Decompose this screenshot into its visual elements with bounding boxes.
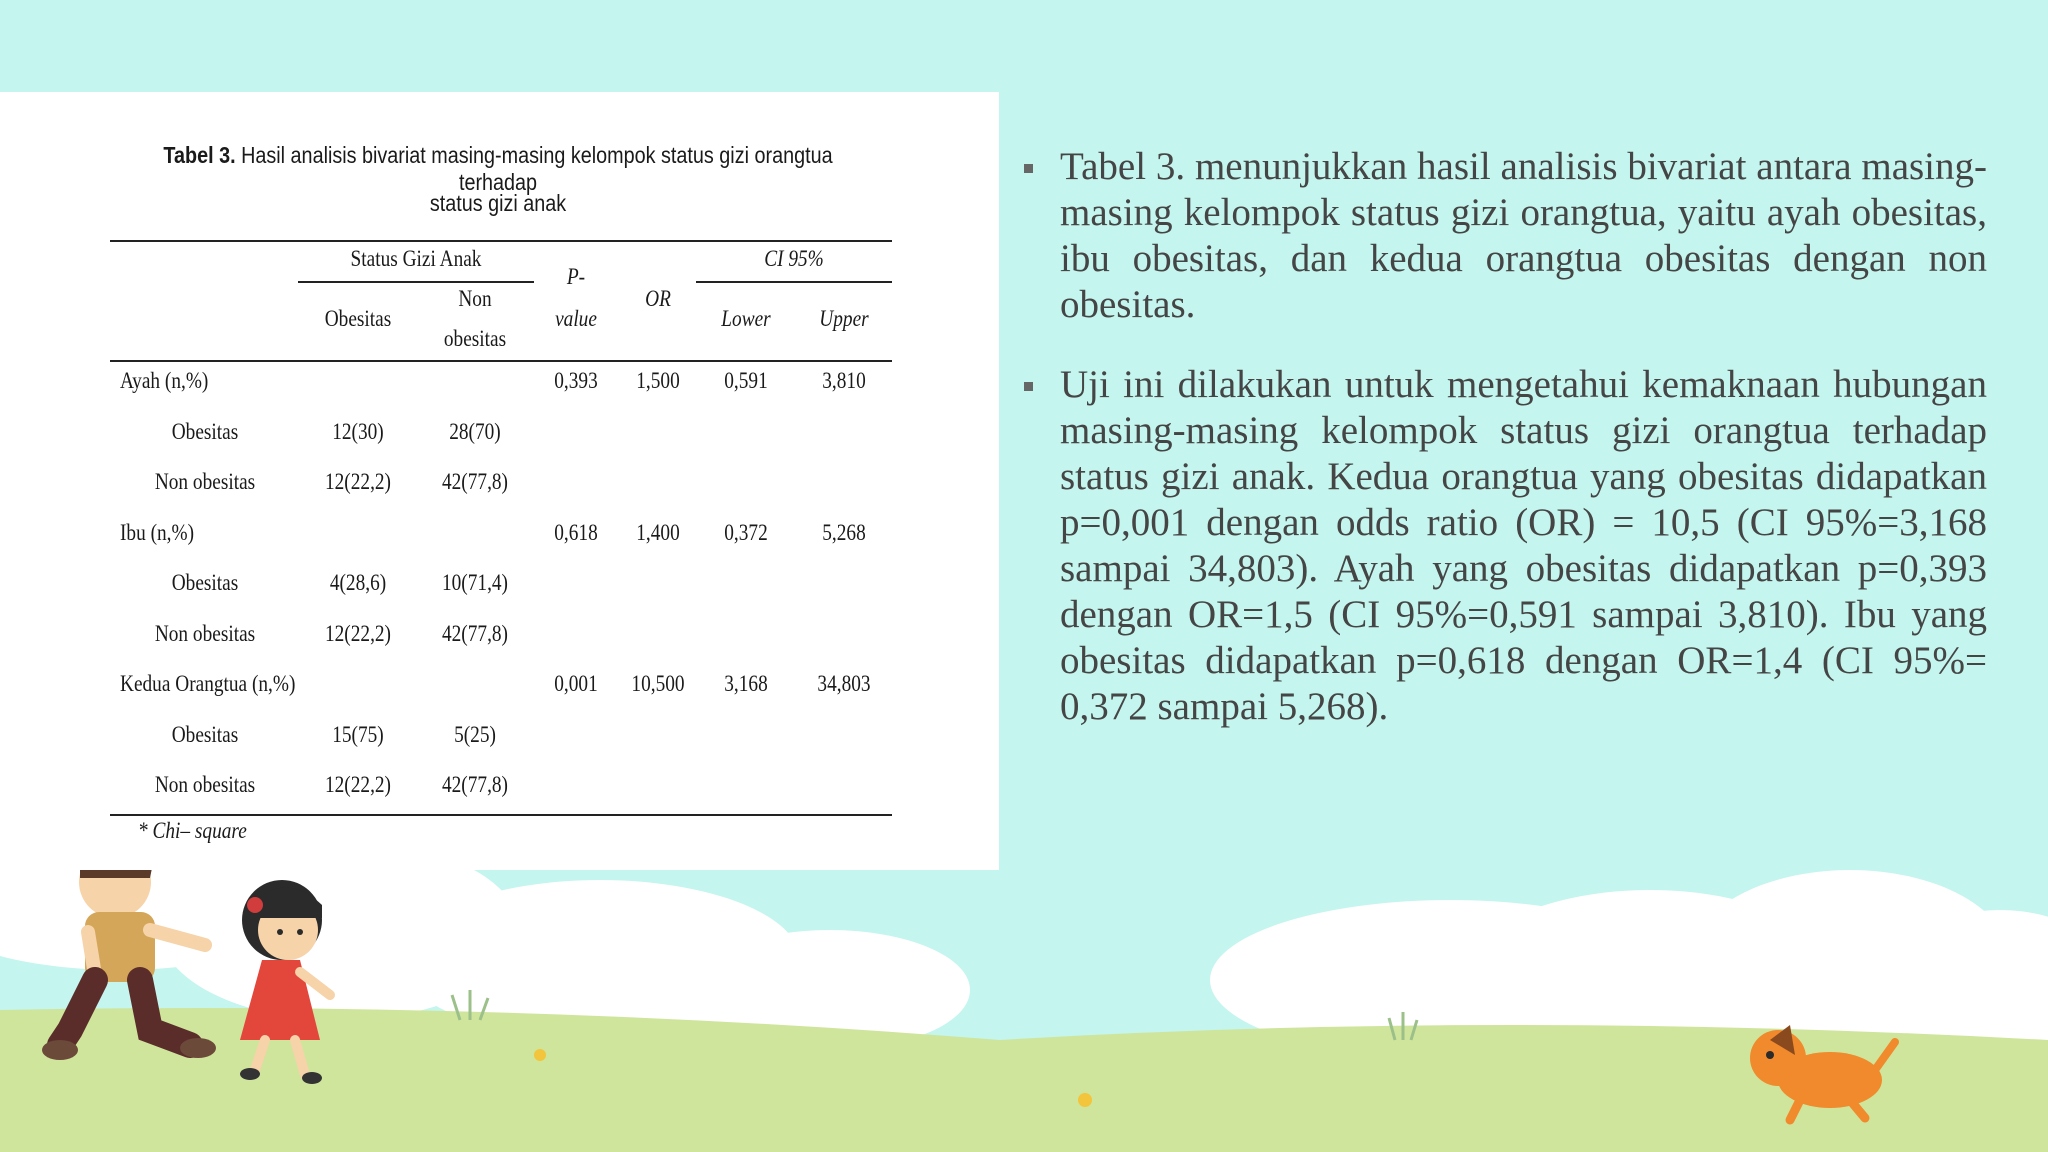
row-label: Obesitas xyxy=(171,721,239,747)
header-lower: Lower xyxy=(721,306,771,331)
bullet-list xyxy=(1022,144,1987,764)
cell-nonobes: 42(77,8) xyxy=(441,469,508,494)
row-label: Non obesitas xyxy=(154,620,256,646)
row-label: Obesitas xyxy=(171,570,239,595)
cell-obes: 12(30) xyxy=(332,418,384,444)
header-value: value xyxy=(555,306,597,331)
table-caption-line2: status gizi anak xyxy=(429,190,567,216)
row-label: Non obesitas xyxy=(154,772,256,797)
header-obesitas: Obesitas xyxy=(324,306,392,331)
bullet-text: Tabel 3. menunjukkan hasil analisis bivariat antara masing-masing kelompok status gizi orangtua, yaitu ayah obesitas, ibu obesitas, dan kedua orangtua obesitas dengan non obesitas. xyxy=(1060,145,1987,326)
header-or: OR xyxy=(645,286,671,311)
cell-p: 0,393 xyxy=(554,368,598,393)
bullet-marker xyxy=(1024,164,1033,173)
bullet-marker xyxy=(1024,382,1033,391)
table-caption-bold: Tabel 3. xyxy=(163,142,236,168)
cell-upper: 34,803 xyxy=(817,671,871,696)
bullet-item xyxy=(1022,144,1987,328)
cell-lower: 0,372 xyxy=(724,519,768,545)
table-footnote: * Chi– square xyxy=(138,818,247,843)
status-gizi-rule xyxy=(298,281,534,283)
table-bottom-rule xyxy=(110,814,892,816)
cell-lower: 3,168 xyxy=(724,671,768,696)
bullet-item xyxy=(1022,362,1987,730)
header-upper: Upper xyxy=(819,306,869,331)
ci-rule xyxy=(696,281,892,283)
row-label: Ibu (n,%) xyxy=(120,519,195,545)
header-p: P- xyxy=(566,264,586,289)
cell-obes: 12(22,2) xyxy=(324,772,391,797)
cell-lower: 0,591 xyxy=(724,368,768,393)
cell-p: 0,001 xyxy=(554,671,598,696)
header-ci-95: CI 95% xyxy=(764,246,824,271)
header-non: Non xyxy=(458,286,492,311)
cell-or: 1,500 xyxy=(636,368,680,393)
cell-upper: 5,268 xyxy=(822,519,866,545)
cell-nonobes: 42(77,8) xyxy=(441,620,508,646)
cell-obes: 15(75) xyxy=(332,721,384,747)
cell-obes: 4(28,6) xyxy=(329,570,387,595)
cell-or: 1,400 xyxy=(636,519,680,545)
table-caption-line1 xyxy=(163,142,834,196)
table-top-rule xyxy=(110,240,892,242)
table-panel xyxy=(0,92,999,870)
cell-nonobes: 28(70) xyxy=(449,418,501,444)
row-label: Obesitas xyxy=(171,418,239,444)
cell-nonobes: 42(77,8) xyxy=(441,772,508,797)
table-caption-text: Hasil analisis bivariat masing-masing kelompok status gizi orangtua terhadap xyxy=(241,142,833,195)
cell-upper: 3,810 xyxy=(822,368,866,393)
cell-nonobes: 10(71,4) xyxy=(441,570,508,595)
cell-obes: 12(22,2) xyxy=(324,620,391,646)
cell-nonobes: 5(25) xyxy=(454,721,496,747)
header-non-obesitas: obesitas xyxy=(443,326,507,351)
header-bottom-rule xyxy=(110,360,892,362)
cell-p: 0,618 xyxy=(554,519,598,545)
cell-obes: 12(22,2) xyxy=(324,469,391,494)
bullet-text: Uji ini dilakukan untuk mengetahui kemaknaan hubungan masing-masing kelompok status gizi orangtua terhadap status gizi anak. Kedua orangtua yang obesitas didapatkan p=0,001 dengan odds ratio (OR) = 10,5 (CI 95%=3,168 sampai 34,803). Ayah yang obesitas didapatkan p=0,393 dengan OR=1,5 (CI 95%=0,591 sampai 3,810). Ibu yang obesitas didapatkan p=0,618 dengan OR=1,4 (CI 95%= 0,372 sampai 5,268). xyxy=(1060,363,1987,728)
header-status-gizi-anak: Status Gizi Anak xyxy=(350,246,482,271)
row-label: Kedua Orangtua (n,%) xyxy=(120,671,296,696)
row-label: Ayah (n,%) xyxy=(120,368,209,393)
row-label: Non obesitas xyxy=(154,469,256,494)
cell-or: 10,500 xyxy=(631,671,685,696)
